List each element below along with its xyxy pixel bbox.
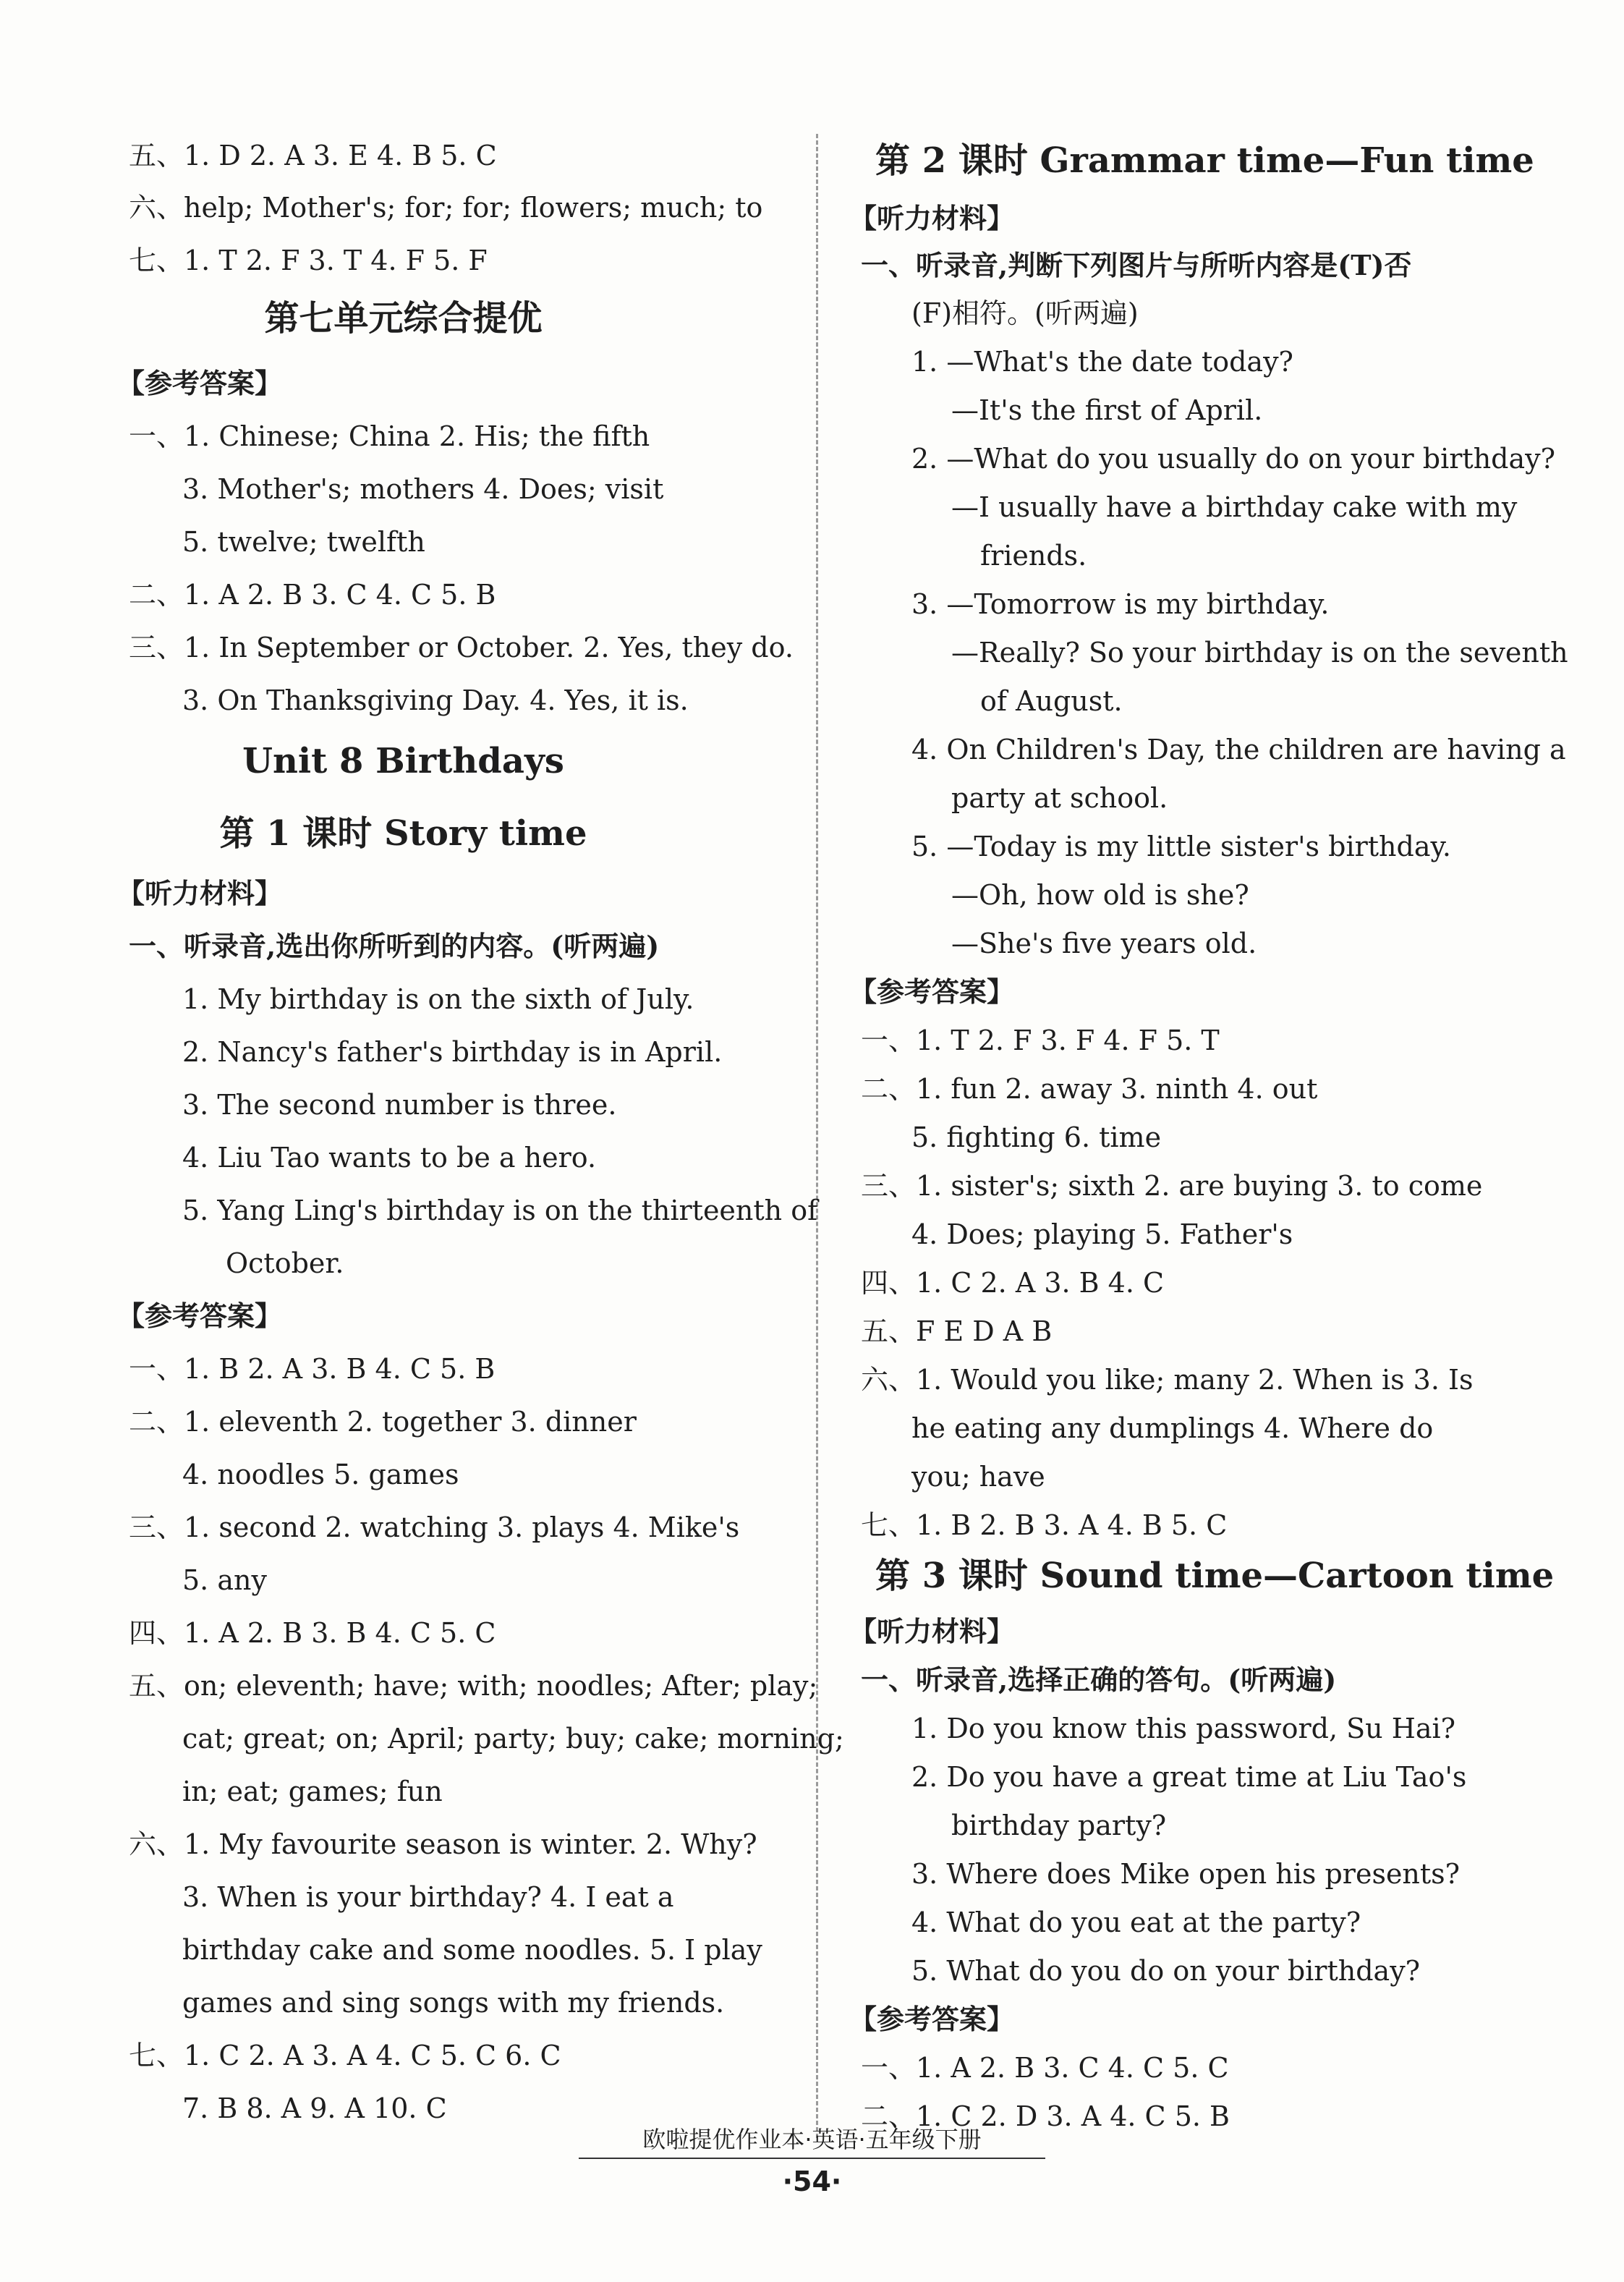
listening-line: 4. On Children's Day, the children are having a [911, 734, 1566, 765]
answer-line: 一、1. Chinese; China 2. His; the fifth [129, 420, 650, 452]
answer-line: 一、1. A 2. B 3. C 4. C 5. C [861, 2052, 1229, 2084]
listening-line: 2. Nancy's father's birthday is in April. [182, 1036, 723, 1068]
answer-line: 三、1. sister's; sixth 2. are buying 3. to come [861, 1170, 1483, 1202]
answer-line: games and sing songs with my friends. [182, 1987, 725, 2019]
answer-line: 3. Mother's; mothers 4. Does; visit [182, 473, 664, 505]
section-label: 【参考答案】 [117, 367, 283, 399]
listening-line: —Really? So your birthday is on the seventh [951, 637, 1568, 669]
answer-line: 5. fighting 6. time [911, 1121, 1162, 1153]
listening-line: party at school. [951, 782, 1168, 814]
question-prompt: 一、听录音,选择正确的答句。(听两遍) [861, 1663, 1337, 1696]
answer-line: 三、1. In September or October. 2. Yes, they do. [129, 632, 794, 663]
book-title-footer: 欧啦提优作业本·英语·五年级下册 [642, 2126, 982, 2153]
listening-line: 1. My birthday is on the sixth of July. [182, 983, 694, 1015]
question-prompt: 一、听录音,选出你所听到的内容。(听两遍) [129, 930, 660, 962]
section-label: 【参考答案】 [849, 2003, 1015, 2035]
answer-line: 二、1. A 2. B 3. C 4. C 5. B [129, 579, 496, 611]
section-label: 【听力材料】 [849, 1615, 1015, 1647]
answer-line: 一、1. T 2. F 3. F 4. F 5. T [861, 1025, 1220, 1056]
answer-line: 四、1. A 2. B 3. B 4. C 5. C [129, 1617, 496, 1649]
answer-line: 七、1. C 2. A 3. A 4. C 5. C 6. C [129, 2040, 561, 2071]
listening-line: 5. —Today is my little sister's birthday. [911, 831, 1451, 862]
question-prompt: (F)相符。(听两遍) [911, 297, 1139, 329]
listening-line: —I usually have a birthday cake with my [951, 491, 1518, 523]
answer-line: in; eat; games; fun [182, 1776, 443, 1807]
listening-line: —It's the first of April. [951, 394, 1263, 426]
listening-line: 2. —What do you usually do on your birthday? [911, 443, 1555, 475]
lesson-heading: 第 3 课时 Sound time—Cartoon time [875, 1556, 1555, 1596]
section-label: 【参考答案】 [849, 975, 1015, 1008]
answer-line: 六、help; Mother's; for; for; flowers; much; to [129, 192, 763, 224]
answer-line: 4. noodles 5. games [182, 1459, 459, 1490]
section-heading: 第七单元综合提优 [264, 298, 543, 339]
answer-line: he eating any dumplings 4. Where do [911, 1412, 1434, 1444]
listening-line: birthday party? [951, 1810, 1167, 1841]
listening-line: 3. Where does Mike open his presents? [911, 1858, 1461, 1890]
page-number: ·54· [782, 2166, 842, 2197]
listening-line: 1. Do you know this password, Su Hai? [911, 1713, 1456, 1744]
section-label: 【听力材料】 [849, 202, 1015, 234]
listening-line: 5. Yang Ling's birthday is on the thirteenth of [182, 1195, 818, 1226]
lesson-heading: 第 1 课时 Story time [219, 813, 587, 854]
listening-line: of August. [980, 685, 1123, 717]
answer-line: 5. twelve; twelfth [182, 526, 425, 558]
answer-line: 3. When is your birthday? 4. I eat a [182, 1881, 674, 1913]
listening-line: October. [226, 1247, 344, 1279]
answer-line: cat; great; on; April; party; buy; cake; morning; [182, 1723, 844, 1755]
answer-line: 二、1. C 2. D 3. A 4. C 5. B [861, 2100, 1230, 2132]
column-divider [816, 134, 818, 2138]
answer-line: 五、F E D A B [861, 1315, 1053, 1347]
answer-line: 5. any [182, 1564, 267, 1596]
listening-line: 2. Do you have a great time at Liu Tao's [911, 1761, 1467, 1793]
answer-line: you; have [911, 1461, 1045, 1493]
answer-line: 六、1. My favourite season is winter. 2. Why? [129, 1828, 757, 1860]
answer-line: 七、1. B 2. B 3. A 4. B 5. C [861, 1509, 1228, 1541]
answer-line: 3. On Thanksgiving Day. 4. Yes, it is. [182, 684, 689, 716]
question-prompt: 一、听录音,判断下列图片与所听内容是(T)否 [861, 249, 1412, 281]
listening-line: 1. —What's the date today? [911, 346, 1293, 378]
listening-line: 3. —Tomorrow is my birthday. [911, 588, 1330, 620]
answer-line: 一、1. B 2. A 3. B 4. C 5. B [129, 1353, 496, 1385]
answer-line: 7. B 8. A 9. A 10. C [182, 2092, 447, 2124]
answer-line: 4. Does; playing 5. Father's [911, 1218, 1293, 1250]
listening-line: friends. [980, 540, 1087, 572]
listening-line: 4. What do you eat at the party? [911, 1906, 1361, 1938]
listening-line: —She's five years old. [951, 928, 1257, 959]
answer-line: 五、on; eleventh; have; with; noodles; After; play; [129, 1670, 818, 1702]
answer-line: 五、1. D 2. A 3. E 4. B 5. C [129, 140, 497, 171]
listening-line: 4. Liu Tao wants to be a hero. [182, 1142, 597, 1174]
listening-line: 5. What do you do on your birthday? [911, 1955, 1421, 1987]
answer-line: 二、1. fun 2. away 3. ninth 4. out [861, 1073, 1318, 1105]
answer-line: 六、1. Would you like; many 2. When is 3. Is [861, 1364, 1474, 1396]
section-label: 【听力材料】 [117, 877, 283, 909]
listening-line: —Oh, how old is she? [951, 879, 1249, 911]
section-label: 【参考答案】 [117, 1299, 283, 1332]
lesson-heading: 第 2 课时 Grammar time—Fun time [875, 140, 1534, 181]
answer-line: birthday cake and some noodles. 5. I play [182, 1934, 762, 1966]
listening-line: 3. The second number is three. [182, 1089, 617, 1121]
answer-line: 二、1. eleventh 2. together 3. dinner [129, 1406, 637, 1438]
answer-line: 四、1. C 2. A 3. B 4. C [861, 1267, 1165, 1299]
answer-line: 七、1. T 2. F 3. T 4. F 5. F [129, 245, 488, 276]
unit-heading: Unit 8 Birthdays [242, 741, 564, 781]
answer-line: 三、1. second 2. watching 3. plays 4. Mike's [129, 1511, 740, 1543]
footer-rule [579, 2158, 1045, 2159]
